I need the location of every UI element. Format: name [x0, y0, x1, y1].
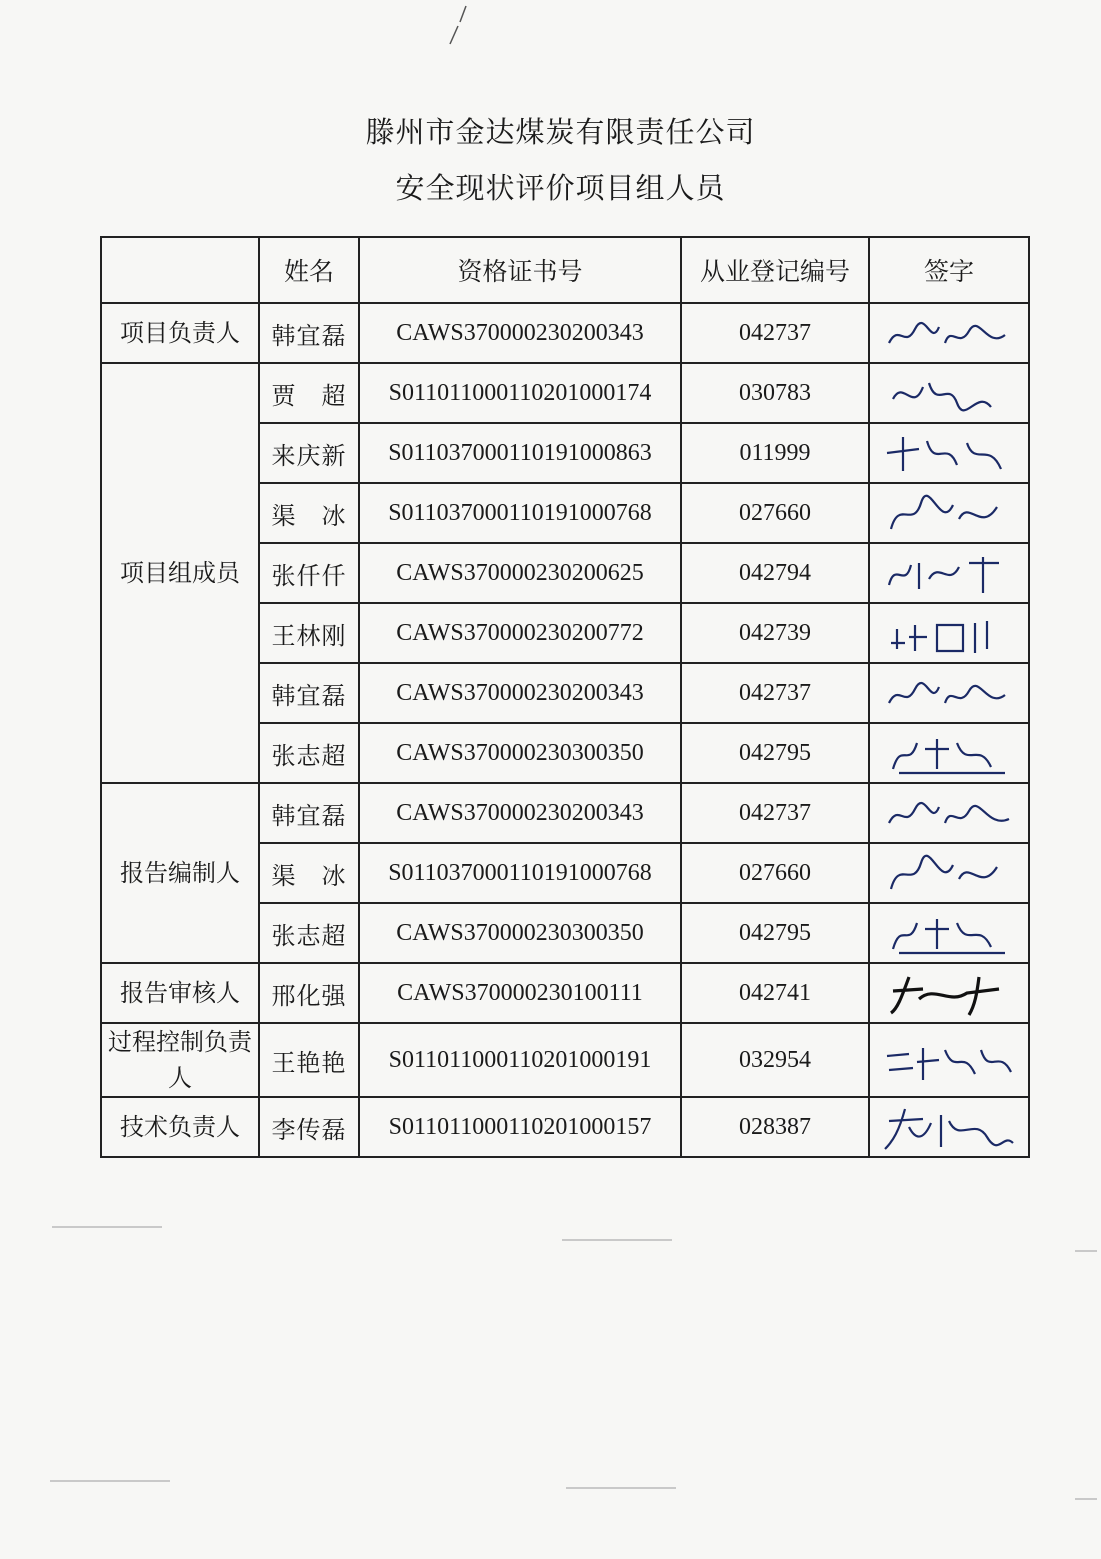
reg-cell: 032954 — [681, 1023, 869, 1097]
handwritten-signature — [879, 969, 1019, 1017]
name-cell: 王艳艳 — [259, 1023, 359, 1097]
reg-cell: 042737 — [681, 783, 869, 843]
cert-cell: CAWS370000230100111 — [359, 963, 681, 1023]
signature-cell — [869, 783, 1029, 843]
name-cell: 邢化强 — [259, 963, 359, 1023]
cert-cell: S011011000110201000174 — [359, 363, 681, 423]
reg-cell: 030783 — [681, 363, 869, 423]
handwritten-signature — [879, 489, 1019, 537]
handwritten-signature — [879, 909, 1019, 957]
table-row — [101, 363, 1029, 423]
signature-cell — [869, 1097, 1029, 1157]
signature-cell — [869, 303, 1029, 363]
signature-cell — [869, 543, 1029, 603]
pen-mark — [444, 4, 470, 50]
table-row — [101, 303, 1029, 363]
signature-cell — [869, 843, 1029, 903]
company-title: 滕州市金达煤炭有限责任公司 — [365, 115, 756, 149]
name-cell: 来庆新 — [259, 423, 359, 483]
cert-cell: CAWS370000230200343 — [359, 663, 681, 723]
signature-cell — [869, 363, 1029, 423]
handwritten-signature — [879, 1036, 1019, 1084]
table-header-row — [101, 237, 1029, 303]
table-row — [101, 783, 1029, 843]
role-cell: 项目组成员 — [101, 363, 259, 783]
header-name: 姓名 — [259, 237, 359, 303]
reg-cell: 011999 — [681, 423, 869, 483]
personnel-table — [100, 236, 1030, 1158]
name-cell: 张志超 — [259, 903, 359, 963]
reg-cell: 028387 — [681, 1097, 869, 1157]
handwritten-signature — [879, 609, 1019, 657]
handwritten-signature — [879, 669, 1019, 717]
handwritten-signature — [879, 1103, 1019, 1151]
name-cell: 李传磊 — [259, 1097, 359, 1157]
table-row — [101, 1023, 1029, 1097]
reg-cell: 042739 — [681, 603, 869, 663]
reg-cell: 027660 — [681, 843, 869, 903]
scan-artifact — [566, 1487, 676, 1489]
name-cell: 韩宜磊 — [259, 663, 359, 723]
cert-cell: CAWS370000230200625 — [359, 543, 681, 603]
handwritten-signature — [879, 729, 1019, 777]
name-cell: 张志超 — [259, 723, 359, 783]
scan-artifact — [52, 1226, 162, 1228]
handwritten-signature — [879, 849, 1019, 897]
reg-cell: 042737 — [681, 303, 869, 363]
reg-cell: 042794 — [681, 543, 869, 603]
signature-cell — [869, 483, 1029, 543]
name-cell: 韩宜磊 — [259, 783, 359, 843]
name-cell: 张仟仟 — [259, 543, 359, 603]
header-cert: 资格证书号 — [359, 237, 681, 303]
role-cell: 项目负责人 — [101, 303, 259, 363]
cert-cell: CAWS370000230300350 — [359, 723, 681, 783]
cert-cell: CAWS370000230200772 — [359, 603, 681, 663]
name-cell: 韩宜磊 — [259, 303, 359, 363]
role-cell: 报告审核人 — [101, 963, 259, 1023]
table-row — [101, 1097, 1029, 1157]
handwritten-signature — [879, 309, 1019, 357]
reg-cell: 042741 — [681, 963, 869, 1023]
signature-cell — [869, 423, 1029, 483]
reg-cell: 027660 — [681, 483, 869, 543]
reg-cell: 042737 — [681, 663, 869, 723]
table-row — [101, 963, 1029, 1023]
handwritten-signature — [879, 789, 1019, 837]
cert-cell: S011011000110201000157 — [359, 1097, 681, 1157]
signature-cell — [869, 1023, 1029, 1097]
signature-cell — [869, 663, 1029, 723]
signature-cell — [869, 903, 1029, 963]
name-cell: 王林刚 — [259, 603, 359, 663]
scan-artifact — [1075, 1498, 1097, 1500]
role-cell: 过程控制负责人 — [101, 1023, 259, 1097]
handwritten-signature — [879, 369, 1019, 417]
cert-cell: S011037000110191000768 — [359, 483, 681, 543]
cert-cell: S011037000110191000768 — [359, 843, 681, 903]
name-cell: 渠 冰 — [259, 843, 359, 903]
cert-cell: S011011000110201000191 — [359, 1023, 681, 1097]
cert-cell: CAWS370000230200343 — [359, 303, 681, 363]
handwritten-signature — [879, 429, 1019, 477]
role-cell: 技术负责人 — [101, 1097, 259, 1157]
scan-artifact — [50, 1480, 170, 1482]
cert-cell: CAWS370000230300350 — [359, 903, 681, 963]
name-cell: 贾 超 — [259, 363, 359, 423]
handwritten-signature — [879, 549, 1019, 597]
cert-cell: S011037000110191000863 — [359, 423, 681, 483]
document-subtitle: 安全现状评价项目组人员 — [395, 171, 726, 205]
header-reg: 从业登记编号 — [681, 237, 869, 303]
cert-cell: CAWS370000230200343 — [359, 783, 681, 843]
header-sign: 签字 — [869, 237, 1029, 303]
name-cell: 渠 冰 — [259, 483, 359, 543]
scan-artifact — [1075, 1250, 1097, 1252]
reg-cell: 042795 — [681, 903, 869, 963]
signature-cell — [869, 963, 1029, 1023]
signature-cell — [869, 603, 1029, 663]
scan-artifact — [562, 1239, 672, 1241]
header-role — [101, 237, 259, 303]
role-cell: 报告编制人 — [101, 783, 259, 963]
signature-cell — [869, 723, 1029, 783]
reg-cell: 042795 — [681, 723, 869, 783]
